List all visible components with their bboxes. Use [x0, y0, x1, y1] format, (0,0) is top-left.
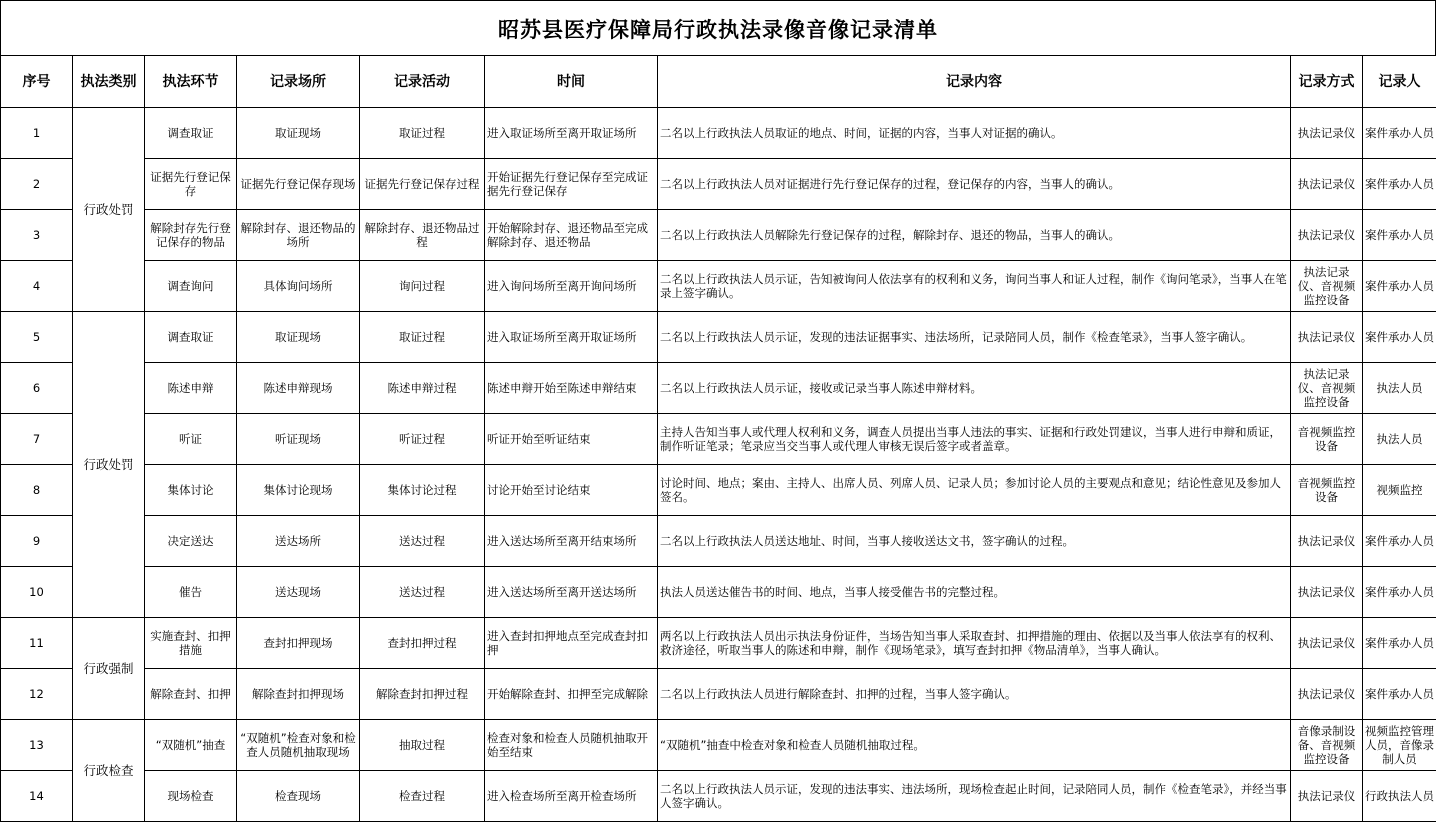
cell-category: 行政处罚 [73, 312, 145, 618]
table-row [1, 771, 1436, 822]
cell-method: 执法记录仪 [1291, 312, 1363, 363]
table-row [1, 312, 1436, 363]
cell-stage: 调查取证 [145, 108, 237, 159]
cell-method: 执法记录仪 [1291, 108, 1363, 159]
cell-method: 执法记录仪 [1291, 210, 1363, 261]
cell-place: 检查现场 [237, 771, 360, 822]
cell-time: 进入取证场所至离开取证场所 [485, 108, 658, 159]
cell-content: 二名以上行政执法人员进行解除查封、扣押的过程，当事人签字确认。 [658, 669, 1291, 720]
cell-recorder: 案件承办人员 [1363, 516, 1436, 567]
header-row [1, 56, 1436, 108]
cell-no: 12 [1, 669, 73, 720]
cell-place: “双随机”检查对象和检查人员随机抽取现场 [237, 720, 360, 771]
cell-time: 开始解除查封、扣押至完成解除 [485, 669, 658, 720]
cell-no: 9 [1, 516, 73, 567]
cell-place: 取证现场 [237, 312, 360, 363]
cell-stage: 调查询问 [145, 261, 237, 312]
cell-content: “双随机”抽查中检查对象和检查人员随机抽取过程。 [658, 720, 1291, 771]
col-header-no: 序号 [1, 56, 73, 108]
table-row [1, 210, 1436, 261]
cell-category: 行政处罚 [73, 108, 145, 312]
cell-place: 取证现场 [237, 108, 360, 159]
cell-recorder: 案件承办人员 [1363, 567, 1436, 618]
table-row [1, 465, 1436, 516]
cell-no: 14 [1, 771, 73, 822]
cell-recorder: 案件承办人员 [1363, 312, 1436, 363]
cell-time: 进入询问场所至离开询问场所 [485, 261, 658, 312]
cell-no: 5 [1, 312, 73, 363]
cell-activity: 询问过程 [360, 261, 485, 312]
cell-no: 7 [1, 414, 73, 465]
cell-no: 10 [1, 567, 73, 618]
col-header-place: 记录场所 [237, 56, 360, 108]
cell-recorder: 视频监控 [1363, 465, 1436, 516]
cell-category: 行政检查 [73, 720, 145, 822]
cell-no: 2 [1, 159, 73, 210]
cell-method: 执法记录仪 [1291, 159, 1363, 210]
cell-no: 3 [1, 210, 73, 261]
cell-time: 陈述申辩开始至陈述申辩结束 [485, 363, 658, 414]
cell-content: 主持人告知当事人或代理人权利和义务，调查人员提出当事人违法的事实、证据和行政处罚建议，当事人进行申辩和质证，制作听证笔录；笔录应当交当事人或代理人审核无误后签字或者盖章。 [658, 414, 1291, 465]
cell-content: 二名以上行政执法人员示证，发现的违法证据事实、违法场所，记录陪同人员，制作《检查笔录》，当事人签字确认。 [658, 312, 1291, 363]
cell-method: 执法记录仪、音视频监控设备 [1291, 261, 1363, 312]
table-row [1, 567, 1436, 618]
cell-no: 6 [1, 363, 73, 414]
cell-no: 11 [1, 618, 73, 669]
cell-method: 执法记录仪 [1291, 618, 1363, 669]
col-header-recorder: 记录人 [1363, 56, 1436, 108]
cell-activity: 取证过程 [360, 108, 485, 159]
cell-time: 检查对象和检查人员随机抽取开始至结束 [485, 720, 658, 771]
cell-stage: 实施查封、扣押措施 [145, 618, 237, 669]
cell-content: 讨论时间、地点；案由、主持人、出席人员、列席人员、记录人员；参加讨论人员的主要观点和意见；结论性意见及参加人签名。 [658, 465, 1291, 516]
cell-content: 二名以上行政执法人员示证，接收或记录当事人陈述申辩材料。 [658, 363, 1291, 414]
cell-recorder: 案件承办人员 [1363, 210, 1436, 261]
cell-method: 音像录制设备、音视频监控设备 [1291, 720, 1363, 771]
cell-method: 执法记录仪 [1291, 516, 1363, 567]
col-header-time: 时间 [485, 56, 658, 108]
cell-place: 查封扣押现场 [237, 618, 360, 669]
cell-no: 1 [1, 108, 73, 159]
cell-method: 音视频监控设备 [1291, 414, 1363, 465]
cell-recorder: 案件承办人员 [1363, 261, 1436, 312]
cell-no: 13 [1, 720, 73, 771]
cell-time: 开始证据先行登记保存至完成证据先行登记保存 [485, 159, 658, 210]
table-row [1, 414, 1436, 465]
col-header-stage: 执法环节 [145, 56, 237, 108]
cell-place: 具体询问场所 [237, 261, 360, 312]
cell-content: 二名以上行政执法人员取证的地点、时间，证据的内容，当事人对证据的确认。 [658, 108, 1291, 159]
table-row [1, 669, 1436, 720]
col-header-activity: 记录活动 [360, 56, 485, 108]
cell-place: 送达场所 [237, 516, 360, 567]
cell-activity: 送达过程 [360, 516, 485, 567]
cell-no: 8 [1, 465, 73, 516]
cell-place: 陈述申辩现场 [237, 363, 360, 414]
cell-content: 二名以上行政执法人员解除先行登记保存的过程，解除封存、退还的物品，当事人的确认。 [658, 210, 1291, 261]
cell-activity: 解除封存、退还物品过程 [360, 210, 485, 261]
cell-content: 二名以上行政执法人员对证据进行先行登记保存的过程，登记保存的内容，当事人的确认。 [658, 159, 1291, 210]
table-row [1, 261, 1436, 312]
cell-activity: 抽取过程 [360, 720, 485, 771]
cell-time: 进入查封扣押地点至完成查封扣押 [485, 618, 658, 669]
table-row [1, 516, 1436, 567]
cell-stage: 解除查封、扣押 [145, 669, 237, 720]
cell-recorder: 执法人员 [1363, 363, 1436, 414]
cell-content: 二名以上行政执法人员示证，告知被询问人依法享有的权利和义务，询问当事人和证人过程，制作《询问笔录》，当事人在笔录上签字确认。 [658, 261, 1291, 312]
cell-activity: 听证过程 [360, 414, 485, 465]
cell-recorder: 案件承办人员 [1363, 618, 1436, 669]
cell-category: 行政强制 [73, 618, 145, 720]
cell-place: 送达现场 [237, 567, 360, 618]
table-row [1, 159, 1436, 210]
cell-content: 两名以上行政执法人员出示执法身份证件，当场告知当事人采取查封、扣押措施的理由、依据以及当事人依法享有的权利、救济途径，听取当事人的陈述和申辩，制作《现场笔录》，填写查封扣押《物品清单》，当事人确认。 [658, 618, 1291, 669]
table-row [1, 720, 1436, 771]
cell-recorder: 案件承办人员 [1363, 669, 1436, 720]
cell-activity: 证据先行登记保存过程 [360, 159, 485, 210]
table-row [1, 363, 1436, 414]
cell-stage: 陈述申辩 [145, 363, 237, 414]
cell-stage: 解除封存先行登记保存的物品 [145, 210, 237, 261]
cell-stage: 决定送达 [145, 516, 237, 567]
cell-stage: 调查取证 [145, 312, 237, 363]
sheet-title: 昭苏县医疗保障局行政执法录像音像记录清单 [0, 0, 1436, 56]
cell-content: 二名以上行政执法人员送达地址、时间，当事人接收送达文书，签字确认的过程。 [658, 516, 1291, 567]
cell-recorder: 行政执法人员 [1363, 771, 1436, 822]
record-table [0, 55, 1436, 822]
cell-activity: 集体讨论过程 [360, 465, 485, 516]
cell-activity: 解除查封扣押过程 [360, 669, 485, 720]
table-row [1, 108, 1436, 159]
cell-stage: 听证 [145, 414, 237, 465]
cell-time: 开始解除封存、退还物品至完成解除封存、退还物品 [485, 210, 658, 261]
cell-time: 进入检查场所至离开检查场所 [485, 771, 658, 822]
cell-stage: 集体讨论 [145, 465, 237, 516]
cell-activity: 查封扣押过程 [360, 618, 485, 669]
cell-time: 进入取证场所至离开取证场所 [485, 312, 658, 363]
cell-time: 听证开始至听证结束 [485, 414, 658, 465]
cell-content: 执法人员送达催告书的时间、地点，当事人接受催告书的完整过程。 [658, 567, 1291, 618]
cell-activity: 检查过程 [360, 771, 485, 822]
cell-recorder: 执法人员 [1363, 414, 1436, 465]
cell-method: 执法记录仪 [1291, 567, 1363, 618]
cell-activity: 取证过程 [360, 312, 485, 363]
cell-no: 4 [1, 261, 73, 312]
cell-recorder: 案件承办人员 [1363, 159, 1436, 210]
table-row [1, 618, 1436, 669]
cell-content: 二名以上行政执法人员示证，发现的违法事实、违法场所，现场检查起止时间，记录陪同人员，制作《检查笔录》，并经当事人签字确认。 [658, 771, 1291, 822]
cell-place: 听证现场 [237, 414, 360, 465]
cell-time: 进入送达场所至离开结束场所 [485, 516, 658, 567]
cell-method: 音视频监控设备 [1291, 465, 1363, 516]
cell-method: 执法记录仪 [1291, 669, 1363, 720]
cell-recorder: 视频监控管理人员，音像录制人员 [1363, 720, 1436, 771]
cell-place: 解除查封扣押现场 [237, 669, 360, 720]
col-header-method: 记录方式 [1291, 56, 1363, 108]
cell-recorder: 案件承办人员 [1363, 108, 1436, 159]
cell-time: 进入送达场所至离开送达场所 [485, 567, 658, 618]
cell-stage: 证据先行登记保存 [145, 159, 237, 210]
cell-time: 讨论开始至讨论结束 [485, 465, 658, 516]
cell-place: 集体讨论现场 [237, 465, 360, 516]
cell-method: 执法记录仪 [1291, 771, 1363, 822]
cell-stage: 催告 [145, 567, 237, 618]
cell-activity: 陈述申辩过程 [360, 363, 485, 414]
cell-stage: “双随机”抽查 [145, 720, 237, 771]
col-header-category: 执法类别 [73, 56, 145, 108]
cell-place: 证据先行登记保存现场 [237, 159, 360, 210]
col-header-content: 记录内容 [658, 56, 1291, 108]
cell-activity: 送达过程 [360, 567, 485, 618]
cell-method: 执法记录仪、音视频监控设备 [1291, 363, 1363, 414]
cell-stage: 现场检查 [145, 771, 237, 822]
cell-place: 解除封存、退还物品的场所 [237, 210, 360, 261]
